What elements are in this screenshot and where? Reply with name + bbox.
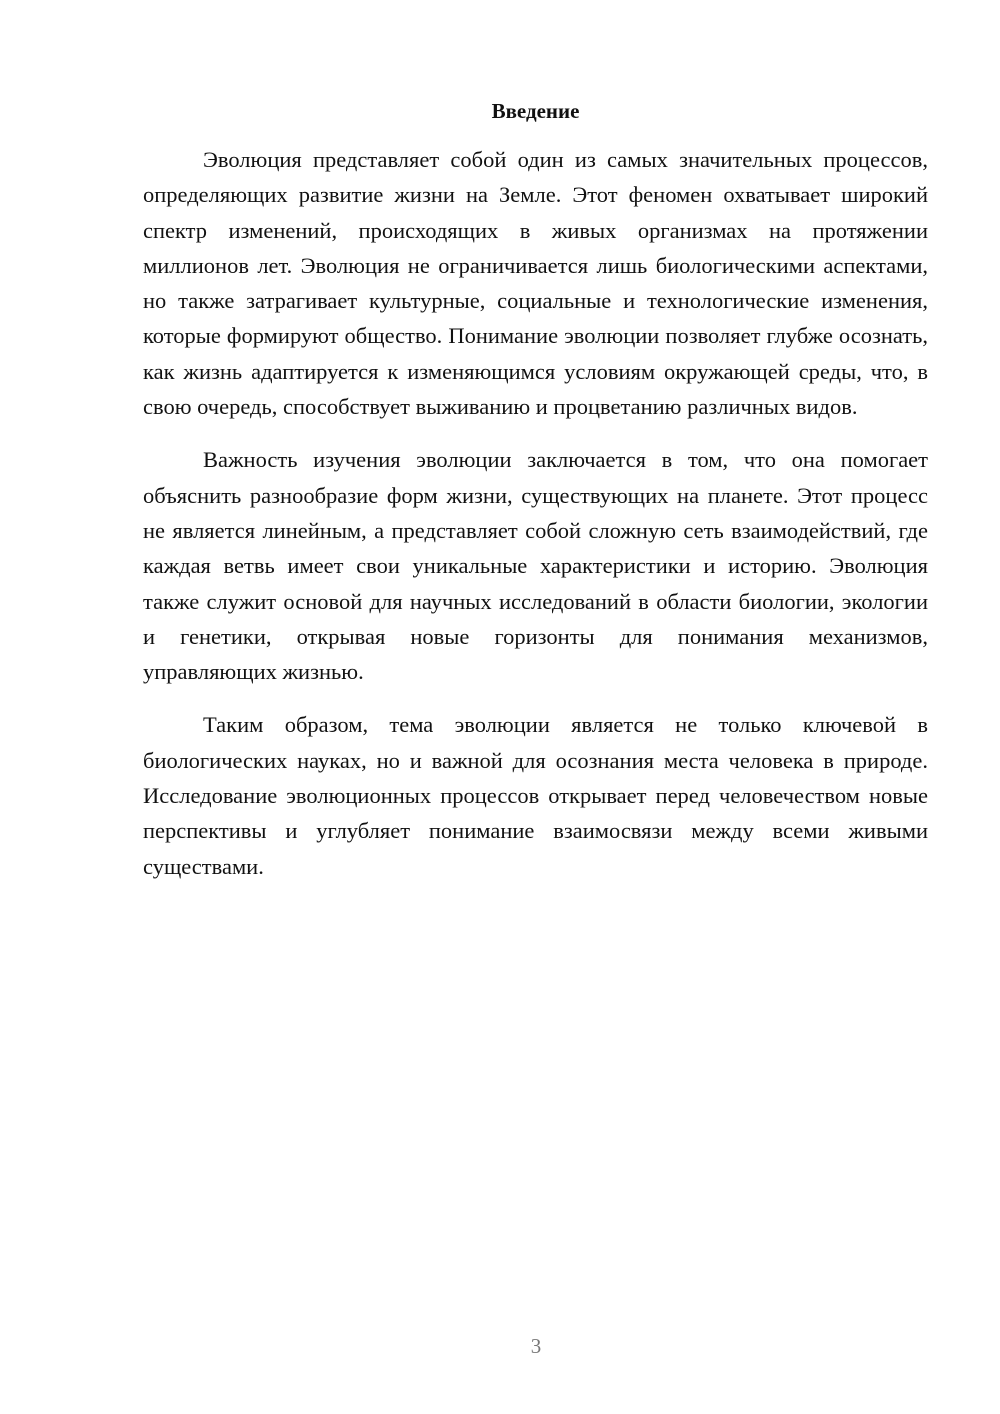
paragraph-2: Важность изучения эволюции заключается в том, что она помогает объяснить разнообразие форм жизни, существующих на планете. Этот процесс не является линейным, а представляет собой сложную сеть взаимодействий, где каждая ветвь имеет свои уникальные характеристики и историю. Эволюция также служит основой для научных исследований в области биологии, экологии и генетики, открывая новые горизонты для понимания механизмов, управляющих жизнью.	[143, 447, 928, 685]
section-heading: Введение	[491, 99, 580, 123]
paragraph-3: Таким образом, тема эволюции является не только ключевой в биологических науках, но и важной для осознания места человека в природе. Исследование эволюционных процессов открывает перед человечеством новые перспективы и углубляет понимание взаимосвязи между всеми живыми существами.	[143, 712, 928, 879]
paragraph-1: Эволюция представляет собой один из самых значительных процессов, определяющих развитие жизни на Земле. Этот феномен охватывает широкий спектр изменений, происходящих в живых организмах на протяжении миллионов лет. Эволюция не ограничивается лишь биологическими аспектами, но также затрагивает культурные, социальные и технологические изменения, которые формируют общество. Понимание эволюции позволяет глубже осознать, как жизнь адаптируется к изменяющимся условиям окружающей среды, что, в свою очередь, способствует выживанию и процветанию различных видов.	[143, 147, 928, 420]
page-number: 3	[530, 1334, 542, 1358]
body-text	[143, 142, 928, 902]
